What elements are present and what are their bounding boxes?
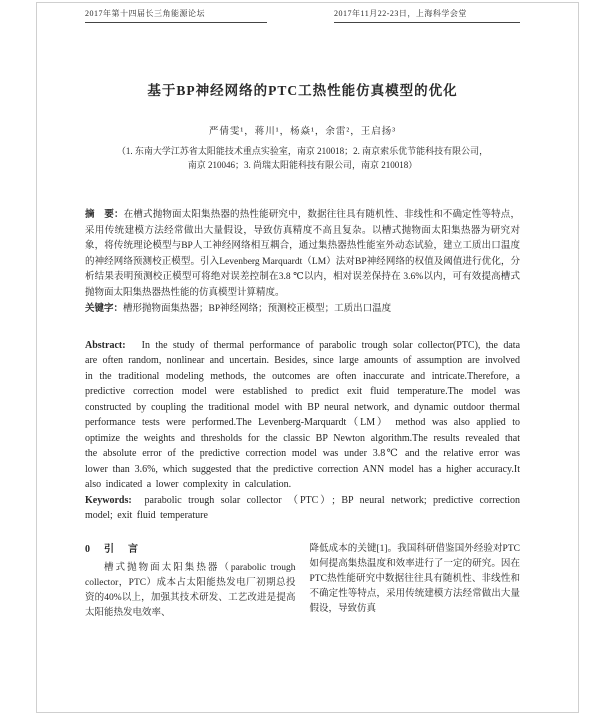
keywords-en-spacer [132, 495, 145, 506]
abstract-cn-body: 在槽式抛物面太阳集热器的热性能研究中，数据往往具有随机性、非线性和不确定性等特点，采用传统建模方法经常做出大量假设，导致仿真精度不高且复杂。以槽式抛物面太阳集热器为研究对象，将传统理论模型与BP人工神经网络相互耦合，通过集热器热性能室外动态试验，建立工质出口温度的神经网络预测校正模型。引入Levenberg Marquardt（LM）法对BP神经网络的权值及阈值进行优化，分析结果表明预测校正模型可将绝对误差控制在3.8 ℃以内，相对误差保持在 3.6%以内，可有效提高槽式抛物面太阳集热器热性能的仿真模型计算精度。 [85, 210, 520, 298]
keywords-en [85, 493, 520, 524]
authors-line: 严倩雯¹，蒋川¹，杨焱¹，余雷²，王启扬³ [208, 127, 397, 137]
abstract-en [85, 338, 520, 493]
right-column-paragraph: 降低成本的关键[1]。我国科研借鉴国外经验对PTC如何提高集热温度和效率进行了一定的研究。因在PTC热性能研究中数据往往具有随机性、非线性和不确定性等特点，采用传统建模方法经常做出大量假设，导致仿真 [309, 543, 520, 614]
keywords-cn [85, 302, 520, 318]
left-column-paragraph: 槽式抛物面太阳集热器（parabolic trough collector，PTC）成本占太阳能热发电厂初期总投资的40%以上，加强其技术研发、工艺改进是提高太阳能热发电效率、 [85, 562, 296, 618]
keywords-en-body: parabolic trough solar collector （PTC）; BP neural network; predictive correction model; exit fluid temperature [85, 494, 520, 521]
header-date-venue: 2017年11月22-23日，上海科学会堂 [334, 8, 520, 23]
keywords-cn-body: 槽形抛物面集热器；BP神经网络；预测校正模型；工质出口温度 [123, 304, 392, 314]
abstract-en-body: In the study of thermal performance of parabolic trough solar collector(PTC), the data are often random, nonlinear and uncertain. Besides, since large amounts of assumption are involved in the traditional modeling methods, the outcomes are often inaccurate and intricate.Therefore, a predictive correction model were established to predict exit fluid temperature.The model was constructed by coupling the traditional model with BP neural network, and dynamic outdoor thermal performance tests were performed.The Levenberg-Marquardt（LM） method was also applied to optimize the weights and thresholds for the classic BP Newton algorithm.The results revealed that the absolute error of the predictive correction model was under 3.8℃ and the relative error was lower than 3.6%, which suggested that the predictive correction ANN model has a higher accuracy.It also indicated a lower complexity in calculation. [85, 339, 521, 490]
abstract-cn-label: 摘 要： [85, 210, 124, 220]
header-conference-name: 2017年第十四届长三角能源论坛 [85, 8, 267, 23]
keywords-cn-label: 关键字： [85, 304, 124, 314]
page-header [85, 8, 520, 23]
abstract-en-label: Abstract: [85, 339, 126, 351]
paper-title: 基于BP神经网络的PTC工热性能仿真模型的优化 [147, 83, 458, 98]
left-column [85, 542, 296, 621]
affiliation-line: （1. 东南大学江苏省太阳能技术重点实验室，南京 210018；2. 南京索乐优节能科技有限公司，南京 210046；3. 尚瑞太阳能科技有限公司，南京 210018） [116, 146, 489, 170]
section-heading-introduction: 0 引 言 [85, 543, 140, 555]
abstract-en-spacer [126, 340, 142, 351]
right-column [310, 542, 521, 621]
two-column-body [85, 542, 520, 621]
keywords-en-label: Keywords: [85, 494, 132, 506]
abstract-cn [85, 208, 520, 301]
